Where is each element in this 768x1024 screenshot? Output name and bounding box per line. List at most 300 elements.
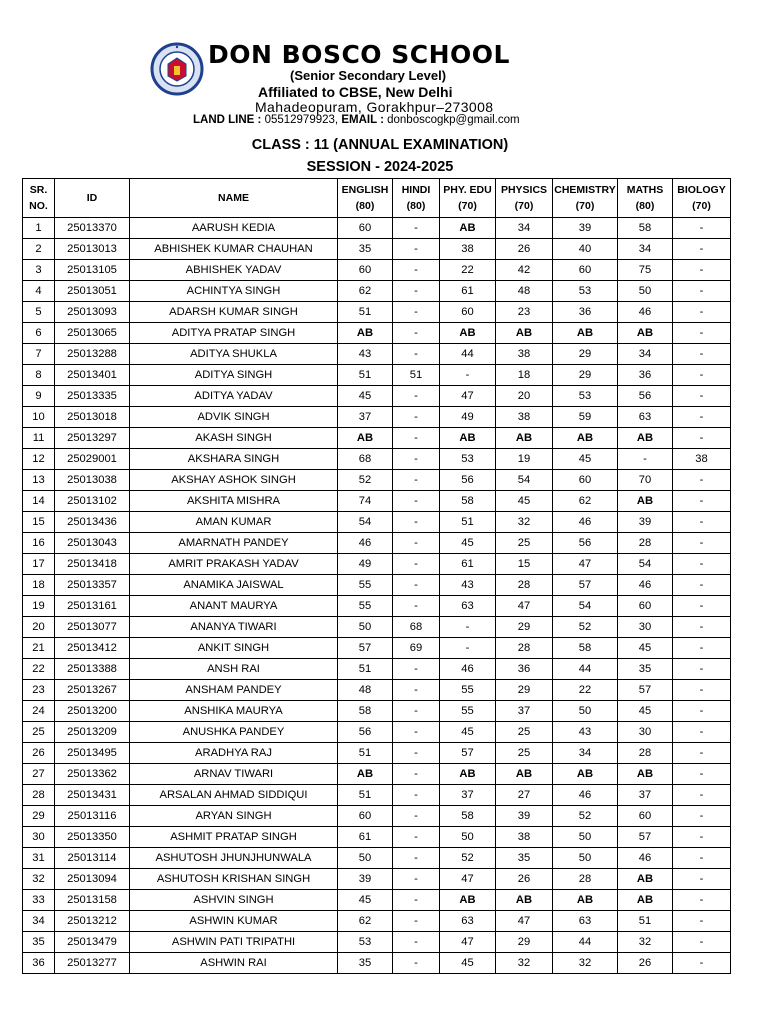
- student-name-cell: AMRIT PRAKASH YADAV: [130, 554, 338, 575]
- table-row: [23, 596, 731, 617]
- physics-cell: 47: [496, 911, 553, 932]
- maths-cell: 60: [618, 806, 673, 827]
- student-id-cell: 25013114: [55, 848, 130, 869]
- student-name-cell: ASHUTOSH JHUNJHUNWALA: [130, 848, 338, 869]
- school-affiliation: Affiliated to CBSE, New Delhi: [258, 84, 453, 100]
- physics-cell: 25: [496, 533, 553, 554]
- maths-cell: 75: [618, 260, 673, 281]
- student-id-cell: 25013362: [55, 764, 130, 785]
- student-name-cell: ADITYA PRATAP SINGH: [130, 323, 338, 344]
- sr-no-cell: 2: [23, 239, 55, 260]
- hindi-cell: -: [393, 701, 440, 722]
- landline-label: LAND LINE :: [193, 114, 262, 126]
- english-cell: 35: [338, 239, 393, 260]
- student-name-cell: ADARSH KUMAR SINGH: [130, 302, 338, 323]
- student-name-cell: ANAMIKA JAISWAL: [130, 575, 338, 596]
- student-name-cell: ASHMIT PRATAP SINGH: [130, 827, 338, 848]
- hindi-cell: -: [393, 449, 440, 470]
- sr-no-cell: 7: [23, 344, 55, 365]
- maths-cell: 60: [618, 596, 673, 617]
- physics-cell: 34: [496, 218, 553, 239]
- maths-cell: 50: [618, 281, 673, 302]
- biology-cell: -: [673, 638, 731, 659]
- maths-cell: -: [618, 449, 673, 470]
- maths-cell: 45: [618, 701, 673, 722]
- column-header-title: NAME: [218, 192, 249, 204]
- chemistry-cell: 47: [553, 554, 618, 575]
- phy-edu-cell: AB: [440, 890, 496, 911]
- table-row: [23, 365, 731, 386]
- physics-cell: 29: [496, 617, 553, 638]
- biology-cell: -: [673, 890, 731, 911]
- hindi-cell: 51: [393, 365, 440, 386]
- maths-cell: 32: [618, 932, 673, 953]
- hindi-cell: -: [393, 953, 440, 974]
- table-row: [23, 533, 731, 554]
- hindi-cell: -: [393, 785, 440, 806]
- biology-cell: -: [673, 680, 731, 701]
- sr-no-cell: 33: [23, 890, 55, 911]
- chemistry-cell: AB: [553, 323, 618, 344]
- column-header-title: ID: [86, 192, 98, 204]
- hindi-cell: -: [393, 764, 440, 785]
- column-header-max-marks: (80): [635, 200, 655, 212]
- student-name-cell: ARYAN SINGH: [130, 806, 338, 827]
- sr-no-cell: 26: [23, 743, 55, 764]
- phy-edu-cell: 63: [440, 596, 496, 617]
- column-header: [55, 179, 130, 218]
- column-header: [23, 179, 55, 218]
- student-name-cell: ABHISHEK KUMAR CHAUHAN: [130, 239, 338, 260]
- phy-edu-cell: -: [440, 617, 496, 638]
- biology-cell: -: [673, 953, 731, 974]
- column-header-title: HINDI: [401, 184, 431, 196]
- student-id-cell: 25013038: [55, 470, 130, 491]
- phy-edu-cell: 58: [440, 491, 496, 512]
- student-id-cell: 25013093: [55, 302, 130, 323]
- maths-cell: 63: [618, 407, 673, 428]
- hindi-cell: -: [393, 554, 440, 575]
- english-cell: AB: [338, 323, 393, 344]
- student-name-cell: ANUSHKA PANDEY: [130, 722, 338, 743]
- english-cell: 51: [338, 365, 393, 386]
- hindi-cell: -: [393, 323, 440, 344]
- sr-no-cell: 10: [23, 407, 55, 428]
- english-cell: 51: [338, 743, 393, 764]
- english-cell: 68: [338, 449, 393, 470]
- student-name-cell: ANANYA TIWARI: [130, 617, 338, 638]
- physics-cell: 28: [496, 575, 553, 596]
- column-header-title: MATHS: [626, 184, 664, 196]
- table-row: [23, 344, 731, 365]
- maths-cell: 28: [618, 533, 673, 554]
- phy-edu-cell: 49: [440, 407, 496, 428]
- phy-edu-cell: 60: [440, 302, 496, 323]
- maths-cell: AB: [618, 323, 673, 344]
- sr-no-cell: 19: [23, 596, 55, 617]
- column-header-max-marks: (70): [514, 200, 534, 212]
- chemistry-cell: 60: [553, 470, 618, 491]
- chemistry-cell: 32: [553, 953, 618, 974]
- hindi-cell: -: [393, 680, 440, 701]
- english-cell: 37: [338, 407, 393, 428]
- hindi-cell: -: [393, 281, 440, 302]
- hindi-cell: -: [393, 512, 440, 533]
- biology-cell: -: [673, 281, 731, 302]
- sr-no-cell: 35: [23, 932, 55, 953]
- biology-cell: -: [673, 428, 731, 449]
- maths-cell: 46: [618, 575, 673, 596]
- physics-cell: 25: [496, 743, 553, 764]
- student-name-cell: ADITYA YADAV: [130, 386, 338, 407]
- student-name-cell: ASHWIN PATI TRIPATHI: [130, 932, 338, 953]
- column-header-title: ENGLISH: [341, 184, 389, 196]
- physics-cell: 26: [496, 869, 553, 890]
- chemistry-cell: 22: [553, 680, 618, 701]
- physics-cell: AB: [496, 764, 553, 785]
- table-row: [23, 743, 731, 764]
- physics-cell: 20: [496, 386, 553, 407]
- physics-cell: 32: [496, 512, 553, 533]
- phy-edu-cell: AB: [440, 218, 496, 239]
- chemistry-cell: 52: [553, 617, 618, 638]
- student-name-cell: ARADHYA RAJ: [130, 743, 338, 764]
- email-label: EMAIL :: [341, 114, 384, 126]
- phy-edu-cell: AB: [440, 764, 496, 785]
- chemistry-cell: 46: [553, 512, 618, 533]
- maths-cell: 58: [618, 218, 673, 239]
- column-header: [440, 179, 496, 218]
- chemistry-cell: AB: [553, 428, 618, 449]
- hindi-cell: -: [393, 848, 440, 869]
- student-name-cell: AKSHAY ASHOK SINGH: [130, 470, 338, 491]
- chemistry-cell: 62: [553, 491, 618, 512]
- student-id-cell: 25013370: [55, 218, 130, 239]
- student-name-cell: AMAN KUMAR: [130, 512, 338, 533]
- phy-edu-cell: 56: [440, 470, 496, 491]
- hindi-cell: -: [393, 428, 440, 449]
- physics-cell: 18: [496, 365, 553, 386]
- sr-no-cell: 5: [23, 302, 55, 323]
- maths-cell: 36: [618, 365, 673, 386]
- sr-no-cell: 12: [23, 449, 55, 470]
- biology-cell: -: [673, 218, 731, 239]
- biology-cell: -: [673, 701, 731, 722]
- maths-cell: 34: [618, 239, 673, 260]
- table-row: [23, 407, 731, 428]
- english-cell: 60: [338, 218, 393, 239]
- column-header: [393, 179, 440, 218]
- sr-no-cell: 32: [23, 869, 55, 890]
- maths-cell: 70: [618, 470, 673, 491]
- student-id-cell: 25013335: [55, 386, 130, 407]
- sr-no-cell: 11: [23, 428, 55, 449]
- student-id-cell: 25013431: [55, 785, 130, 806]
- physics-cell: 37: [496, 701, 553, 722]
- sr-no-cell: 28: [23, 785, 55, 806]
- student-name-cell: ARNAV TIWARI: [130, 764, 338, 785]
- chemistry-cell: 45: [553, 449, 618, 470]
- student-id-cell: 25013350: [55, 827, 130, 848]
- english-cell: 54: [338, 512, 393, 533]
- hindi-cell: -: [393, 722, 440, 743]
- phy-edu-cell: AB: [440, 428, 496, 449]
- maths-cell: 28: [618, 743, 673, 764]
- chemistry-cell: 53: [553, 281, 618, 302]
- student-id-cell: 25013495: [55, 743, 130, 764]
- column-header: [496, 179, 553, 218]
- student-name-cell: AKASH SINGH: [130, 428, 338, 449]
- column-header-title: PHY. EDU: [443, 184, 492, 196]
- sr-no-cell: 4: [23, 281, 55, 302]
- column-header-max-marks: (70): [458, 200, 477, 212]
- biology-cell: -: [673, 764, 731, 785]
- maths-cell: 35: [618, 659, 673, 680]
- physics-cell: 23: [496, 302, 553, 323]
- column-header-title: PHYSICS: [500, 184, 548, 196]
- student-name-cell: AARUSH KEDIA: [130, 218, 338, 239]
- chemistry-cell: 63: [553, 911, 618, 932]
- phy-edu-cell: 55: [440, 701, 496, 722]
- student-id-cell: 25013212: [55, 911, 130, 932]
- physics-cell: 28: [496, 638, 553, 659]
- english-cell: 51: [338, 302, 393, 323]
- sr-no-cell: 30: [23, 827, 55, 848]
- table-row: [23, 701, 731, 722]
- phy-edu-cell: 61: [440, 554, 496, 575]
- biology-cell: -: [673, 323, 731, 344]
- table-row: [23, 806, 731, 827]
- physics-cell: 27: [496, 785, 553, 806]
- maths-cell: 30: [618, 617, 673, 638]
- table-row: [23, 386, 731, 407]
- chemistry-cell: 36: [553, 302, 618, 323]
- hindi-cell: -: [393, 302, 440, 323]
- table-row: [23, 680, 731, 701]
- table-row: [23, 848, 731, 869]
- table-row: [23, 575, 731, 596]
- student-name-cell: ANSH RAI: [130, 659, 338, 680]
- hindi-cell: -: [393, 890, 440, 911]
- physics-cell: 38: [496, 827, 553, 848]
- student-name-cell: ASHWIN RAI: [130, 953, 338, 974]
- student-id-cell: 25013297: [55, 428, 130, 449]
- table-row: [23, 512, 731, 533]
- physics-cell: 19: [496, 449, 553, 470]
- biology-cell: -: [673, 722, 731, 743]
- hindi-cell: -: [393, 806, 440, 827]
- biology-cell: -: [673, 827, 731, 848]
- column-header-max-marks: (70): [575, 200, 595, 212]
- student-name-cell: ASHVIN SINGH: [130, 890, 338, 911]
- marks-table: [22, 178, 731, 974]
- chemistry-cell: 53: [553, 386, 618, 407]
- english-cell: 62: [338, 281, 393, 302]
- english-cell: 55: [338, 575, 393, 596]
- physics-cell: 29: [496, 680, 553, 701]
- hindi-cell: -: [393, 407, 440, 428]
- physics-cell: 54: [496, 470, 553, 491]
- hindi-cell: -: [393, 260, 440, 281]
- student-id-cell: 25013102: [55, 491, 130, 512]
- physics-cell: 25: [496, 722, 553, 743]
- english-cell: 74: [338, 491, 393, 512]
- phy-edu-cell: -: [440, 365, 496, 386]
- sr-no-cell: 34: [23, 911, 55, 932]
- biology-cell: -: [673, 575, 731, 596]
- column-header-max-marks: NO.: [29, 200, 48, 212]
- table-row: [23, 659, 731, 680]
- phy-edu-cell: 22: [440, 260, 496, 281]
- column-header-title: CHEMISTRY: [554, 184, 616, 196]
- sr-no-cell: 22: [23, 659, 55, 680]
- english-cell: AB: [338, 764, 393, 785]
- biology-cell: -: [673, 911, 731, 932]
- maths-cell: AB: [618, 491, 673, 512]
- column-header-max-marks: (80): [355, 200, 375, 212]
- table-row: [23, 239, 731, 260]
- physics-cell: 32: [496, 953, 553, 974]
- chemistry-cell: 57: [553, 575, 618, 596]
- table-row: [23, 323, 731, 344]
- student-id-cell: 25013412: [55, 638, 130, 659]
- biology-cell: -: [673, 554, 731, 575]
- chemistry-cell: 28: [553, 869, 618, 890]
- physics-cell: AB: [496, 323, 553, 344]
- student-id-cell: 25013277: [55, 953, 130, 974]
- hindi-cell: 68: [393, 617, 440, 638]
- english-cell: 58: [338, 701, 393, 722]
- chemistry-cell: 50: [553, 701, 618, 722]
- english-cell: 62: [338, 911, 393, 932]
- biology-cell: -: [673, 743, 731, 764]
- english-cell: 51: [338, 659, 393, 680]
- chemistry-cell: 56: [553, 533, 618, 554]
- chemistry-cell: 43: [553, 722, 618, 743]
- physics-cell: 39: [496, 806, 553, 827]
- biology-cell: -: [673, 407, 731, 428]
- maths-cell: 57: [618, 827, 673, 848]
- biology-cell: -: [673, 386, 731, 407]
- student-name-cell: ANSHAM PANDEY: [130, 680, 338, 701]
- sr-no-cell: 31: [23, 848, 55, 869]
- sr-no-cell: 27: [23, 764, 55, 785]
- student-name-cell: ANSHIKA MAURYA: [130, 701, 338, 722]
- student-id-cell: 25013051: [55, 281, 130, 302]
- school-level: (Senior Secondary Level): [290, 68, 447, 83]
- chemistry-cell: 34: [553, 743, 618, 764]
- student-id-cell: 25013116: [55, 806, 130, 827]
- maths-cell: 56: [618, 386, 673, 407]
- session-title: SESSION - 2024-2025: [306, 159, 454, 175]
- student-name-cell: ARSALAN AHMAD SIDDIQUI: [130, 785, 338, 806]
- sr-no-cell: 16: [23, 533, 55, 554]
- maths-cell: 46: [618, 848, 673, 869]
- phy-edu-cell: 52: [440, 848, 496, 869]
- chemistry-cell: 44: [553, 932, 618, 953]
- student-id-cell: 25029001: [55, 449, 130, 470]
- table-row: [23, 764, 731, 785]
- student-name-cell: ADITYA SHUKLA: [130, 344, 338, 365]
- table-row: [23, 554, 731, 575]
- chemistry-cell: 59: [553, 407, 618, 428]
- english-cell: 53: [338, 932, 393, 953]
- student-name-cell: ASHUTOSH KRISHAN SINGH: [130, 869, 338, 890]
- table-row: [23, 281, 731, 302]
- table-row: [23, 869, 731, 890]
- sr-no-cell: 25: [23, 722, 55, 743]
- phy-edu-cell: 47: [440, 869, 496, 890]
- english-cell: 57: [338, 638, 393, 659]
- maths-cell: 57: [618, 680, 673, 701]
- maths-cell: 30: [618, 722, 673, 743]
- chemistry-cell: 50: [553, 848, 618, 869]
- physics-cell: 35: [496, 848, 553, 869]
- biology-cell: -: [673, 365, 731, 386]
- column-header: [338, 179, 393, 218]
- chemistry-cell: 39: [553, 218, 618, 239]
- sr-no-cell: 24: [23, 701, 55, 722]
- english-cell: 60: [338, 806, 393, 827]
- student-id-cell: 25013065: [55, 323, 130, 344]
- sr-no-cell: 29: [23, 806, 55, 827]
- table-row: [23, 911, 731, 932]
- biology-cell: -: [673, 491, 731, 512]
- hindi-cell: -: [393, 659, 440, 680]
- phy-edu-cell: 37: [440, 785, 496, 806]
- table-row: [23, 302, 731, 323]
- student-id-cell: 25013267: [55, 680, 130, 701]
- table-row: [23, 260, 731, 281]
- phy-edu-cell: 61: [440, 281, 496, 302]
- phy-edu-cell: 55: [440, 680, 496, 701]
- physics-cell: 29: [496, 932, 553, 953]
- student-name-cell: ANANT MAURYA: [130, 596, 338, 617]
- english-cell: 39: [338, 869, 393, 890]
- biology-cell: -: [673, 533, 731, 554]
- student-name-cell: ADITYA SINGH: [130, 365, 338, 386]
- column-header: [130, 179, 338, 218]
- chemistry-cell: 54: [553, 596, 618, 617]
- phy-edu-cell: -: [440, 638, 496, 659]
- physics-cell: 42: [496, 260, 553, 281]
- table-row: [23, 470, 731, 491]
- maths-cell: 37: [618, 785, 673, 806]
- hindi-cell: -: [393, 575, 440, 596]
- phy-edu-cell: 57: [440, 743, 496, 764]
- table-body: [23, 218, 731, 974]
- chemistry-cell: 60: [553, 260, 618, 281]
- table-row: [23, 932, 731, 953]
- student-id-cell: 25013043: [55, 533, 130, 554]
- table-row: [23, 218, 731, 239]
- email-address: donboscogkp@gmail.com: [387, 114, 520, 126]
- student-id-cell: 25013479: [55, 932, 130, 953]
- sr-no-cell: 1: [23, 218, 55, 239]
- chemistry-cell: 52: [553, 806, 618, 827]
- hindi-cell: -: [393, 533, 440, 554]
- student-name-cell: AMARNATH PANDEY: [130, 533, 338, 554]
- biology-cell: -: [673, 344, 731, 365]
- sr-no-cell: 23: [23, 680, 55, 701]
- biology-cell: -: [673, 659, 731, 680]
- phy-edu-cell: AB: [440, 323, 496, 344]
- column-header: [673, 179, 731, 218]
- phy-edu-cell: 43: [440, 575, 496, 596]
- maths-cell: AB: [618, 428, 673, 449]
- column-header-max-marks: (70): [692, 200, 711, 212]
- student-name-cell: ASHWIN KUMAR: [130, 911, 338, 932]
